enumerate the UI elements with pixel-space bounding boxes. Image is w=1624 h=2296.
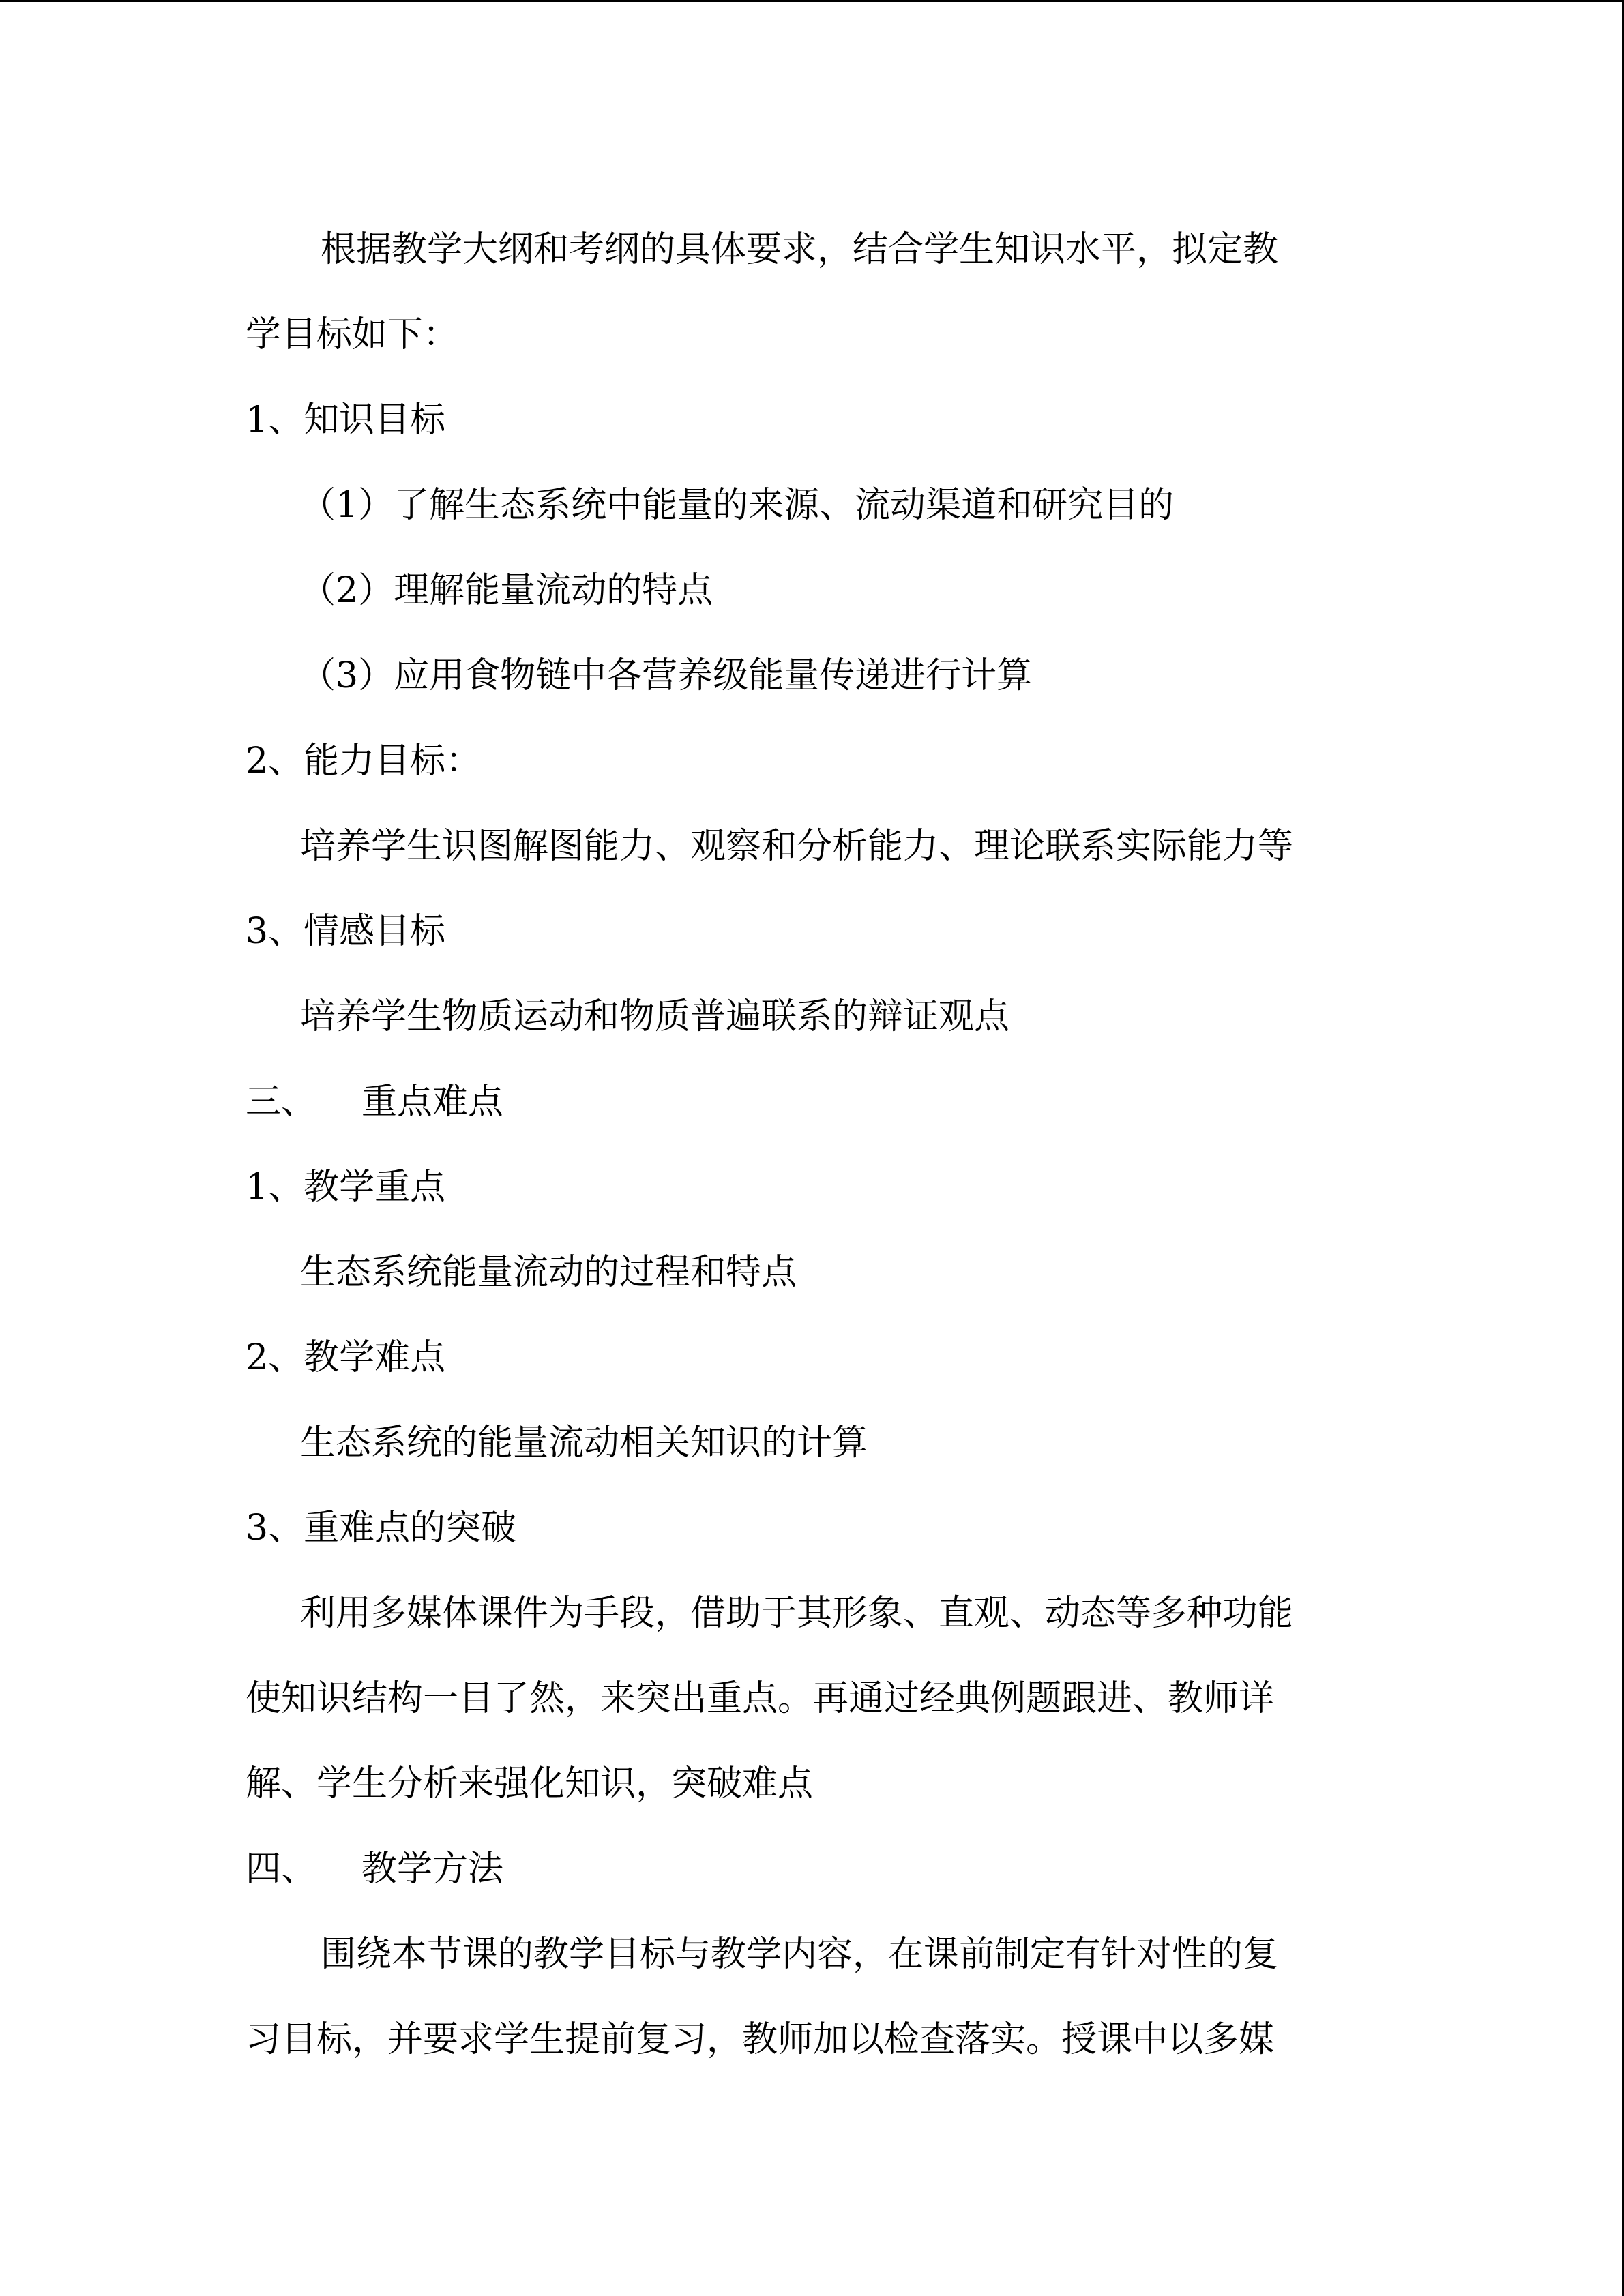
text-line: 1、知识目标 xyxy=(246,400,446,441)
text-line: 1、教学重点 xyxy=(246,1167,446,1208)
text-line: 2、能力目标： xyxy=(246,741,482,781)
text-line: 2、教学难点 xyxy=(246,1337,446,1378)
list-item-line: 生态系统的能量流动相关知识的计算 xyxy=(300,1422,868,1463)
text-line: 使知识结构一目了然，来突出重点。再通过经典例题跟进、教师详 xyxy=(246,1678,1275,1719)
section-heading xyxy=(246,1827,1378,1912)
section-title: 教学方法 xyxy=(361,1849,504,1890)
list-item-line: 利用多媒体课件为手段，借助于其形象、直观、动态等多种功能 xyxy=(300,1593,1294,1634)
document-body xyxy=(246,207,1378,2083)
paragraph-line: 根据教学大纲和考纲的具体要求，结合学生知识水平，拟定教 xyxy=(321,229,1279,270)
section-heading xyxy=(246,1060,1378,1145)
text-line: 习目标，并要求学生提前复习，教师加以检查落实。授课中以多媒 xyxy=(246,2019,1275,2060)
section-number: 四、 xyxy=(246,1849,317,1890)
text-line: 3、情感目标 xyxy=(246,911,446,952)
page-border-top xyxy=(0,0,1624,2)
list-item-line: （2）理解能量流动的特点 xyxy=(300,570,713,611)
text-line: 学目标如下： xyxy=(246,314,459,355)
paragraph-line: 围绕本节课的教学目标与教学内容，在课前制定有针对性的复 xyxy=(321,1934,1279,1975)
text-line: 3、重难点的突破 xyxy=(246,1508,517,1549)
list-item-line: （3）应用食物链中各营养级能量传递进行计算 xyxy=(300,655,1033,696)
section-title: 重点难点 xyxy=(361,1082,504,1122)
section-number: 三、 xyxy=(246,1082,317,1122)
list-item-line: 生态系统能量流动的过程和特点 xyxy=(300,1252,797,1293)
text-line: 解、学生分析来强化知识，突破难点 xyxy=(246,1763,814,1804)
list-item-line: 培养学生识图解图能力、观察和分析能力、理论联系实际能力等 xyxy=(300,826,1294,867)
list-item-line: 培养学生物质运动和物质普遍联系的辩证观点 xyxy=(300,996,1010,1037)
list-item-line: （1）了解生态系统中能量的来源、流动渠道和研究目的 xyxy=(300,485,1175,526)
